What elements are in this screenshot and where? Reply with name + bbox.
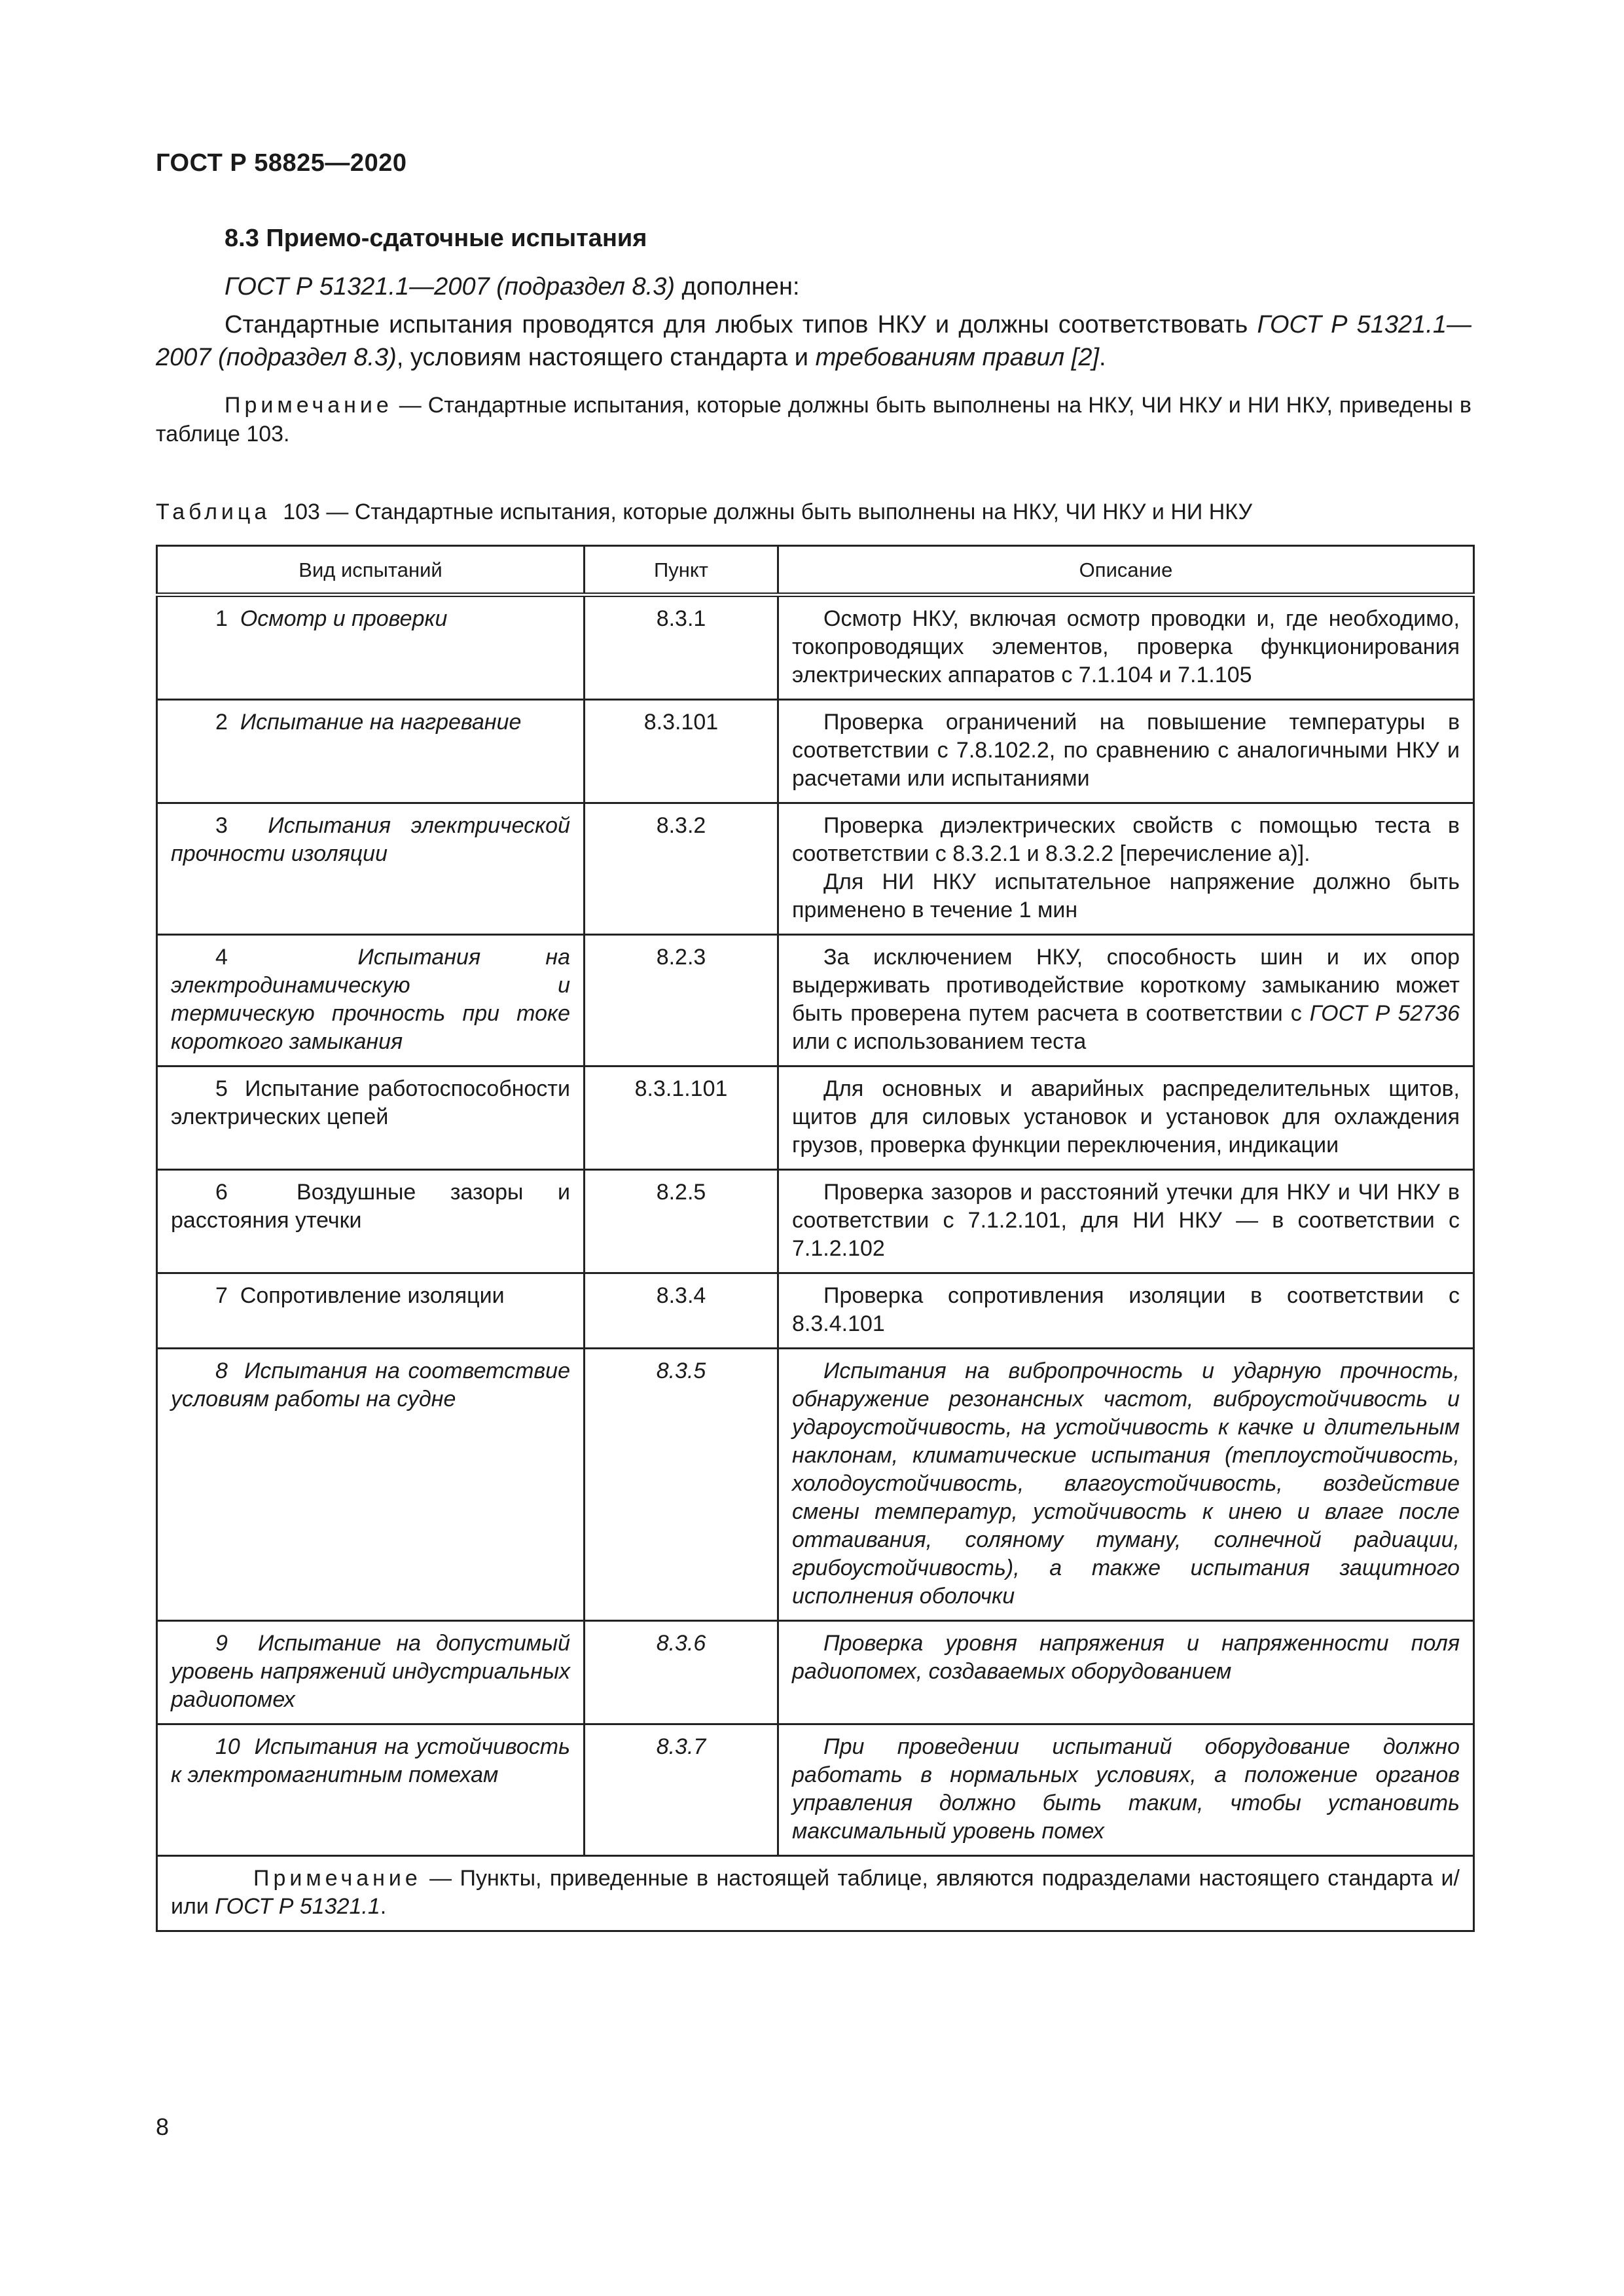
table-row [157, 1273, 1474, 1349]
header-description: Описание [778, 546, 1474, 595]
table-row [157, 803, 1474, 935]
description-text: Проверка зазоров и расстояний утечки для НКУ и ЧИ НКУ в соответствии с 7.1.2.101, для НИ НКУ — в соответствии с 7.1.2.102 [792, 1180, 1460, 1261]
clause-cell: 8.3.7 [585, 1724, 778, 1856]
description-cell [778, 1273, 1474, 1349]
test-number: 9 [215, 1631, 228, 1656]
clause-cell: 8.3.4 [585, 1273, 778, 1349]
table-note-label: Примечание [253, 1866, 422, 1891]
test-type-cell [157, 1170, 585, 1273]
table-row [157, 935, 1474, 1066]
standard-tests-paragraph [156, 308, 1471, 374]
table-note-end: . [380, 1894, 387, 1919]
table-row [157, 1621, 1474, 1724]
description-cell [778, 1066, 1474, 1170]
test-type: Испытания электрической прочности изоляции [171, 813, 570, 866]
test-type: Сопротивление изоляции [240, 1283, 505, 1308]
note-label: Примечание [225, 393, 393, 418]
test-number: 6 [215, 1180, 228, 1205]
document-code-header: ГОСТ Р 58825—2020 [156, 149, 407, 177]
description-cell [778, 803, 1474, 935]
note-paragraph [156, 391, 1471, 448]
description-cell [778, 1724, 1474, 1856]
table-header-row [157, 546, 1474, 595]
description-text: Проверка диэлектрических свойств с помощью теста в соответствии с 8.3.2.1 и 8.3.2.2 [перечисление а)]. [792, 813, 1460, 866]
description-cell [778, 595, 1474, 700]
table-note-reference: ГОСТ Р 51321.1 [215, 1894, 380, 1919]
standard-text-part1: Стандартные испытания проводятся для любых типов НКУ и должны соответствовать [225, 311, 1257, 338]
test-type-cell [157, 1273, 585, 1349]
table-caption [156, 498, 1252, 526]
standard-reference: ГОСТ Р 51321.1—2007 (подраздел 8.3) [156, 311, 1472, 371]
test-number: 4 [215, 945, 228, 970]
table-row [157, 1349, 1474, 1621]
description-text: Проверка сопротивления изоляции в соответствии с 8.3.4.101 [792, 1283, 1460, 1336]
test-type-cell [157, 803, 585, 935]
test-type-cell [157, 1349, 585, 1621]
table-row [157, 1170, 1474, 1273]
test-type-cell [157, 935, 585, 1066]
test-type-cell [157, 595, 585, 700]
test-type: Испытание на нагревание [240, 710, 522, 735]
test-type: Испытания на устойчивость к электромагнитным помехам [171, 1734, 570, 1787]
description-cell [778, 935, 1474, 1066]
test-type: Испытание на допустимый уровень напряжений индустриальных радиопомех [171, 1631, 570, 1712]
clause-cell: 8.2.3 [585, 935, 778, 1066]
page-number: 8 [156, 2113, 170, 2140]
test-type: Испытания на соответствие условиям работы на судне [171, 1358, 570, 1412]
description-text: При проведении испытаний оборудование должно работать в нормальных условиях, а положение органов управления должно быть таким, чтобы установить максимальный уровень помех [792, 1734, 1460, 1844]
table-note-row [157, 1856, 1474, 1931]
test-type-cell [157, 1724, 585, 1856]
test-number: 3 [215, 813, 228, 838]
clause-cell: 8.3.101 [585, 700, 778, 803]
description-text: За исключением НКУ, способность шин и их опор выдерживать противодействие короткому замыканию может быть проверена путем расчета в соответствии с [792, 945, 1460, 1026]
test-type: Испытания на электродинамическую и термическую прочность при токе короткого замыкания [171, 945, 570, 1054]
rules-reference: требованиям правил [2] [815, 344, 1100, 371]
clause-cell: 8.3.6 [585, 1621, 778, 1724]
table-row [157, 595, 1474, 700]
test-number: 8 [215, 1358, 228, 1383]
description-text: Осмотр НКУ, включая осмотр проводки и, где необходимо, токопроводящих элементов, проверка функционирования электрических аппаратов с 7.1.104 и 7.1.105 [792, 606, 1460, 687]
table-row [157, 1066, 1474, 1170]
standard-text-part2: , условиям настоящего стандарта и [396, 344, 816, 371]
table-note-cell [157, 1856, 1474, 1931]
table-caption-text: 103 — Стандартные испытания, которые должны быть выполнены на НКУ, ЧИ НКУ и НИ НКУ [283, 500, 1253, 524]
description-reference: ГОСТ Р 52736 [1309, 1001, 1460, 1026]
standard-text-end: . [1099, 344, 1106, 371]
clause-cell: 8.3.1.101 [585, 1066, 778, 1170]
table-caption-label: Таблица [156, 500, 271, 524]
test-type-cell [157, 700, 585, 803]
test-type-cell [157, 1621, 585, 1724]
header-clause: Пункт [585, 546, 778, 595]
clause-cell: 8.3.1 [585, 595, 778, 700]
test-number: 2 [215, 710, 228, 735]
clause-cell: 8.3.5 [585, 1349, 778, 1621]
description-cell [778, 1170, 1474, 1273]
table-row [157, 1724, 1474, 1856]
clause-cell: 8.2.5 [585, 1170, 778, 1273]
description-cell [778, 1349, 1474, 1621]
test-number: 1 [215, 606, 228, 631]
test-number: 5 [215, 1076, 228, 1101]
description-text-2: Для НИ НКУ испытательное напряжение должно быть применено в течение 1 мин [792, 869, 1460, 922]
test-type: Осмотр и проверки [240, 606, 448, 631]
tests-table [156, 545, 1475, 1932]
test-type: Воздушные зазоры и расстояния утечки [171, 1180, 570, 1233]
section-title: 8.3 Приемо-сдаточные испытания [225, 225, 647, 252]
description-text-end: или с использованием теста [792, 1029, 1087, 1054]
intro-reference: ГОСТ Р 51321.1—2007 (подраздел 8.3) [225, 273, 675, 301]
test-type-cell [157, 1066, 585, 1170]
description-cell [778, 700, 1474, 803]
header-type: Вид испытаний [157, 546, 585, 595]
description-cell [778, 1621, 1474, 1724]
test-number: 10 [215, 1734, 240, 1759]
clause-cell: 8.3.2 [585, 803, 778, 935]
table-row [157, 700, 1474, 803]
description-text: Для основных и аварийных распределительных щитов, щитов для силовых установок и установок для охлаждения грузов, проверка функции переключения, индикации [792, 1076, 1460, 1157]
description-text: Проверка ограничений на повышение температуры в соответствии с 7.8.102.2, по сравнению с аналогичными НКУ и расчетами или испытаниями [792, 710, 1460, 791]
note-text: — Стандартные испытания, которые должны быть выполнены на НКУ, ЧИ НКУ и НИ НКУ, приведены в таблице 103. [156, 393, 1471, 446]
description-text: Испытания на вибропрочность и ударную прочность, обнаружение резонансных частот, виброустойчивость и удароустойчивость, на устойчивость к качке и длительным наклонам, климатические испытания (теплоустойчивость, холодоустойчивость, влагоустойчивость, воздействие смены температур, устойчивость к инею и влаге после оттаивания, соляному туману, солнечной радиации, грибоустойчивость), а также испытания защитного исполнения оболочки [792, 1358, 1460, 1609]
test-number: 7 [215, 1283, 228, 1308]
table-note-text: — Пункты, приведенные в настоящей таблице, являются подразделами настоящего стандарта и/или [171, 1866, 1460, 1919]
description-text: Проверка уровня напряжения и напряженности поля радиопомех, создаваемых оборудованием [792, 1631, 1460, 1684]
intro-paragraph [156, 270, 1471, 303]
test-type: Испытание работоспособности электрических цепей [171, 1076, 570, 1129]
intro-tail: дополнен: [675, 273, 800, 301]
